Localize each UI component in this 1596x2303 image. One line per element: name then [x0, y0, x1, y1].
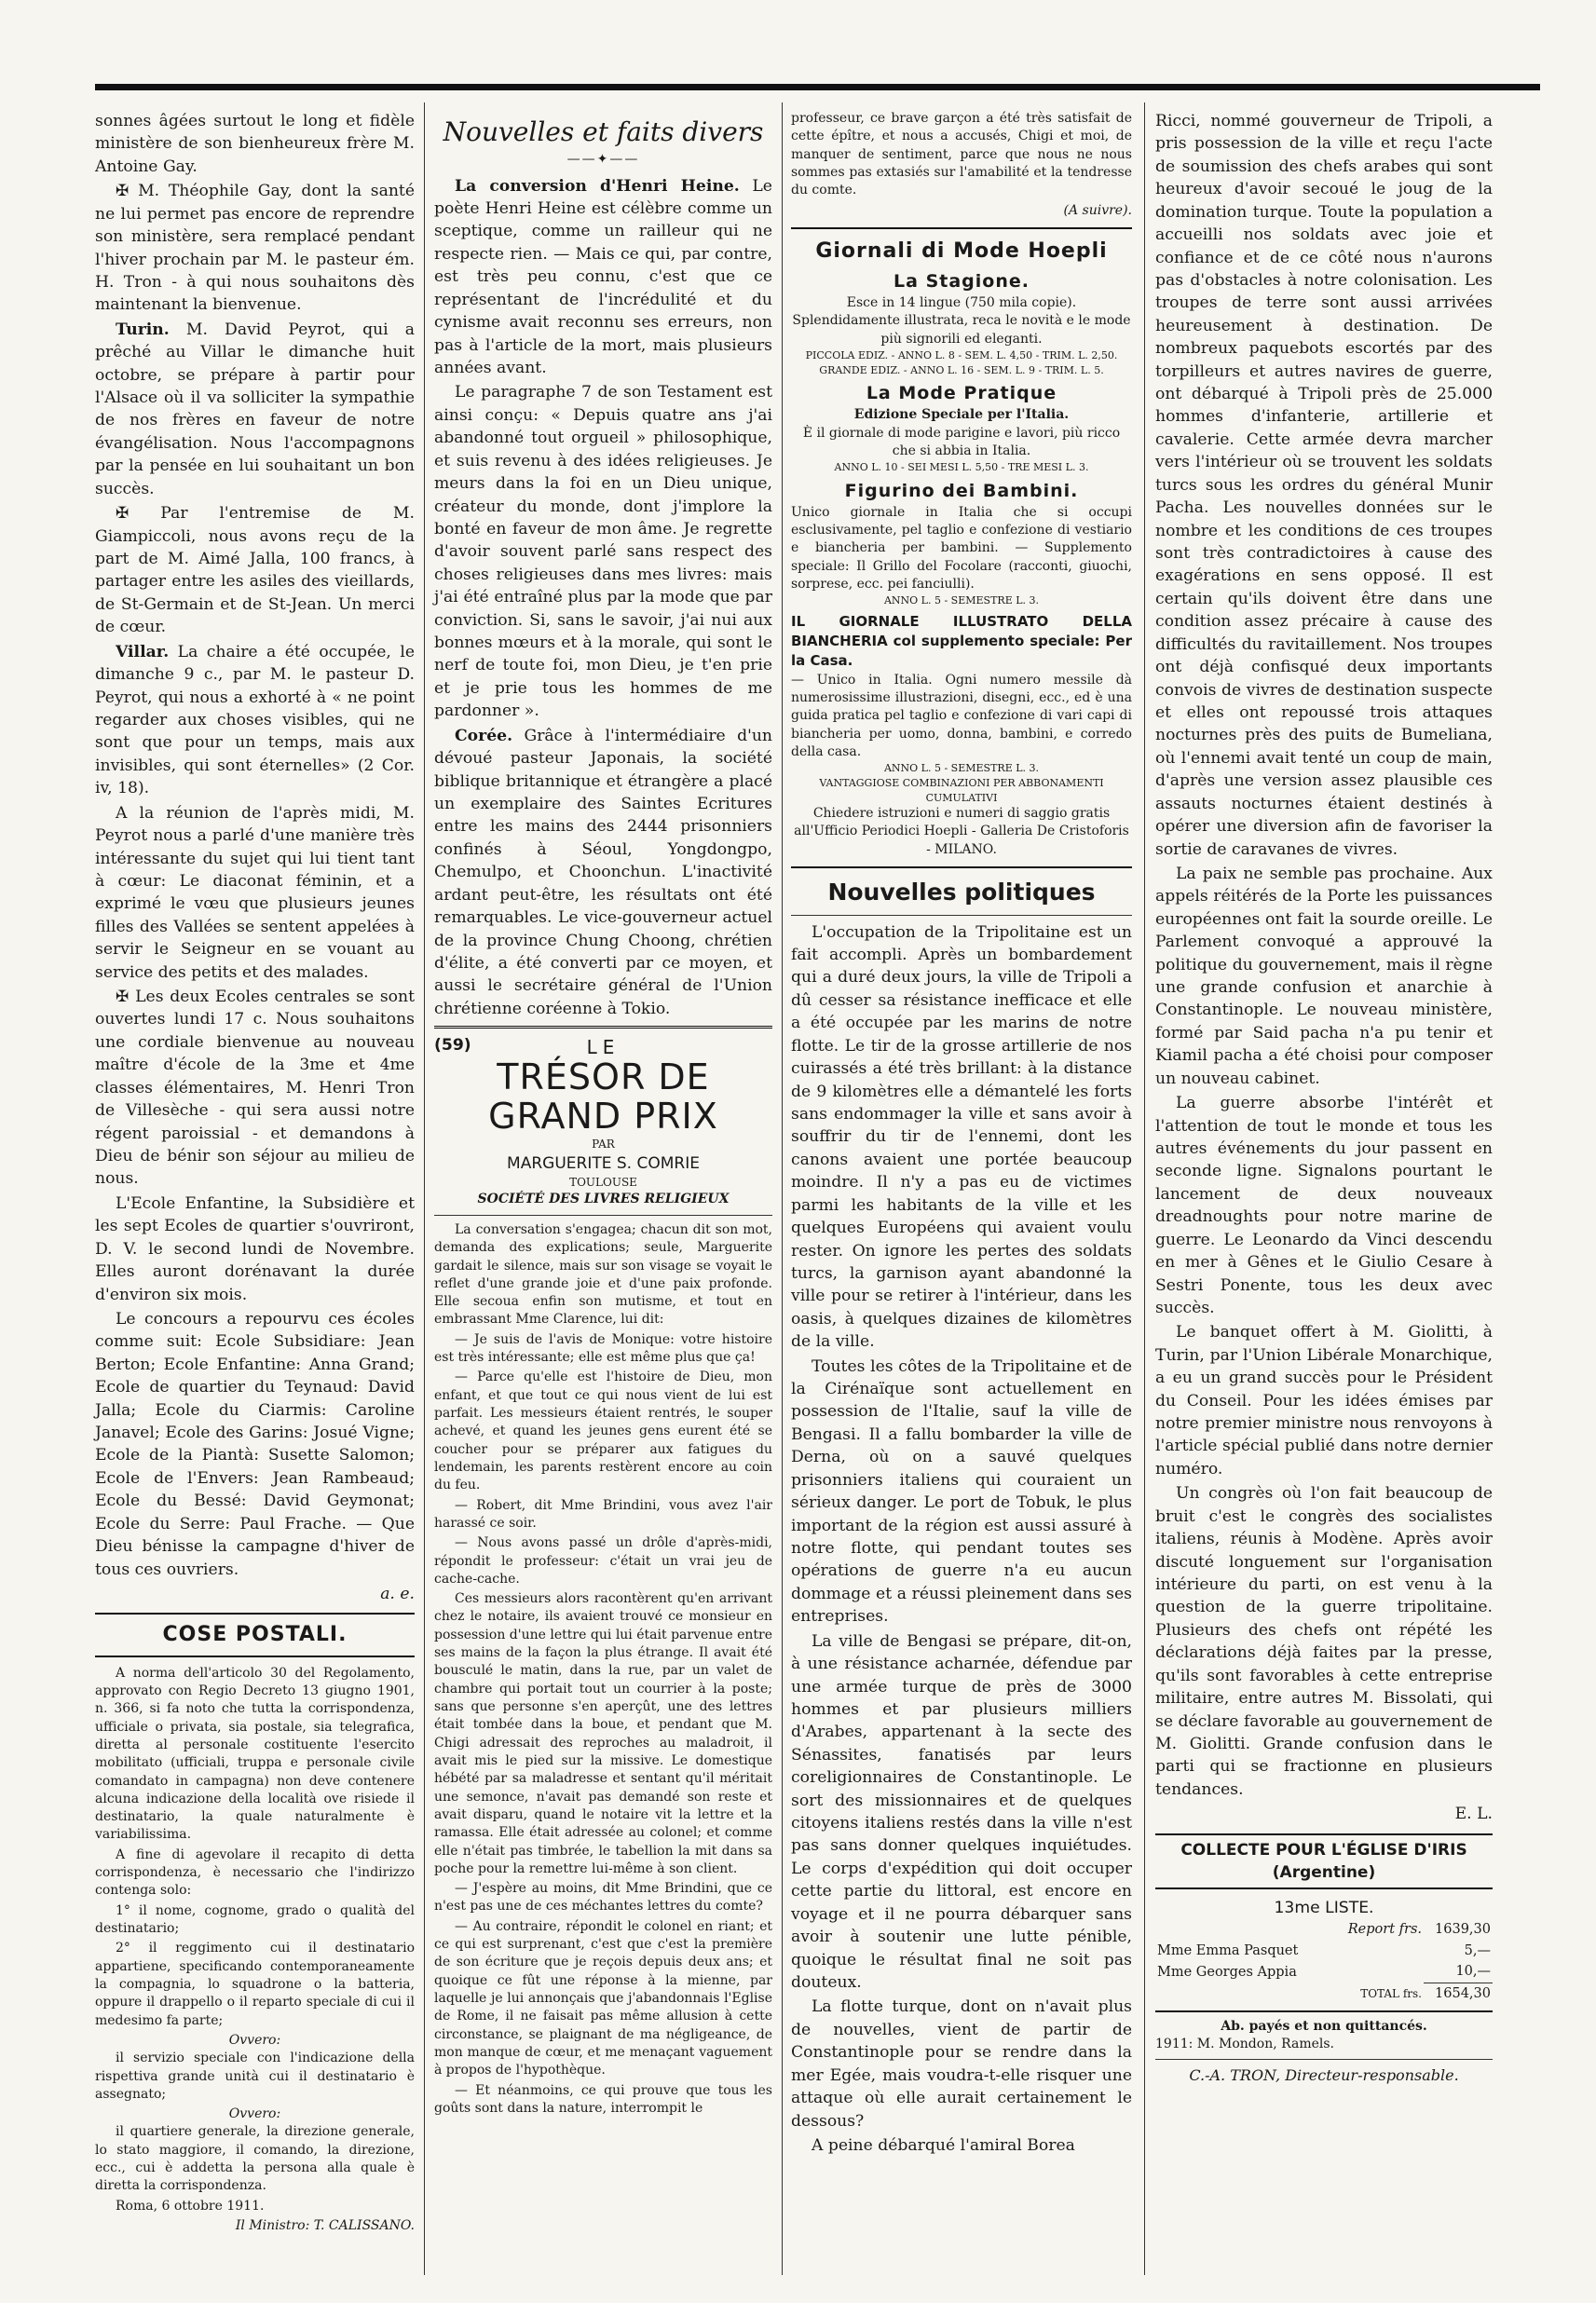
paragraph-text: Grâce à l'intermédiaire d'un dévoué pasteur Japonais, la société biblique britannique et étrangère a placé un exemplaire des Saintes Ecritures entre les mains des 2444 prisonniers confinés à Séoul, Yongdongpo, Chemulpo, et Choonchun. L'inactivité ardant peut-être, les résultats ont été remarquables. Le vice-gouverneur actuel de la province Chung Choong, chrétien d'élite, a été converti par ce moyen, et aussi le secrétaire général de l'Union chrétienne coréenne à Tokio.	[434, 726, 772, 1018]
divider	[1155, 2010, 1493, 2012]
le-label: LE	[586, 1036, 621, 1059]
paragraph: 1° il nome, cognome, grado o qualità del destinatario;	[95, 1902, 415, 1937]
donor-amount: 5,—	[1464, 1942, 1491, 1958]
paragraph: La paix ne semble pas prochaine. Aux appels réitérés de la Porte les puissances européennes ont fait la sourde oreille. Le Parlement convoqué a approuvé la politique du gouvernement, mais il règne une grande confusion et anarchie à Constantinople. Le nouveau ministère, formé par Said pacha n'a pu tenir et Kiamil pacha a été choisi pour composer un nouveau cabinet.	[1155, 864, 1493, 1088]
paragraph-head: Villar.	[116, 642, 170, 661]
paragraph	[95, 319, 415, 500]
column-divider	[424, 102, 425, 2275]
divider	[434, 1215, 772, 1216]
price-line: ANNO L. 10 - SEI MESI L. 5,50 - TRE MESI L. 3.	[834, 461, 1089, 474]
paragraph: A norma dell'articolo 30 del Regolamento, approvato con Regio Decreto 13 giugno 1901, n. 366, si fa noto che tutta la corrispondenza, ufficiale o privata, sia postale, sia telegrafica, diretta al personale costituente l'esercito mobilitato (ufficiali, truppa e personale civile comandato in campagna) non deve contenere alcuna indicazione della località ove risiede il destinatario, la quale naturalmente è variabilissima.	[95, 1665, 415, 1843]
divider	[791, 915, 1132, 916]
publisher: SOCIÉTÉ DES LIVRES RELIGIEUX	[477, 1192, 730, 1207]
paragraph: — Parce qu'elle est l'histoire de Dieu, mon enfant, et que tout ce qui nous vient de lui est parfait. Les messieurs étaient rentrés, le souper achevé, et quand les jeunes gens eurent été se coucher pour se préparer aux fatigues du lendemain, les parents restèrent encore au coin du feu.	[434, 1370, 772, 1493]
ornament: ——✦——	[566, 151, 640, 167]
column-2	[434, 110, 772, 2119]
advert-title: Giornali di Mode Hoepli	[815, 238, 1108, 263]
list-number: 13me LISTE.	[1274, 1898, 1374, 1917]
paragraph: professeur, ce brave garçon a été très satisfait de cette épître, et nous a accusés, Chigi et moi, de manquer de sentiment, parce que nous ne nous sommes pas extasiés sur l'amabilité et la tendresse du comte.	[791, 111, 1132, 198]
paragraph	[95, 641, 415, 800]
section-title: Nouvelles et faits divers	[443, 116, 764, 147]
column-divider	[1144, 102, 1145, 2275]
paragraph-text: La chaire a été occupée, le dimanche 9 c., par M. le pasteur D. Peyrot, qui nous a exhorté à « ne point regarder aux choses visibles, qui ne sont que pour un temps, mais aux invisibles, qui sont éternelles» (2 Cor. iv, 18).	[95, 642, 415, 798]
section-title: COSE POSTALI.	[162, 1623, 348, 1647]
column-1	[95, 110, 415, 2235]
report-value: 1639,30	[1435, 1922, 1491, 1938]
price-line: ANNO L. 5 - SEMESTRE L. 3.	[883, 762, 1040, 775]
advert-text: Unico giornale in Italia che si occupi esclusivamente, pel taglio e confezione di vestiario e biancheria per bambini. — Supplemento speciale: Il Grillo del Focolare (racconti, giuochi, sorprese, ecc. pei fanciulli).	[791, 504, 1132, 592]
paragraph-head: Corée.	[455, 726, 513, 745]
paragraph: La flotte turque, dont on n'avait plus de nouvelles, vient de partir de Constantinople pour se rendre dans la mer Egée, mais voudra-t-elle risquer une attaque où elle aurait certainement le dessous?	[791, 1997, 1132, 2131]
paragraph: ✠ Les deux Ecoles centrales se sont ouvertes lundi 17 c. Nous souhaitons une cordiale bienvenue au nouveau maître d'école de la 3me et 4me classes élémentaires, M. Henri Tron de Villesèche - qui sera aussi notre régent paroissial - et demandons à Dieu de bénir son séjour au milieu de nous.	[95, 988, 415, 1189]
paragraph: Ricci, nommé gouverneur de Tripoli, a pris possession de la ville et reçu l'acte de soumission des chefs arabes qui sont heureux d'avoir secoué le joug de la domination turque. Toute la population a accueilli nos soldats avec joie et confiance et de ce côté nous n'aurons pas d'obstacles à notre colonisation. Les troupes de terre sont aussi arrivées heureusement à destination. De nombreux paquebots escortés par des torpilleurs et autres navires de guerre, ont débarqué à Tripoli près de 25.000 hommes d'infanterie, artillerie et cavalerie. Cette armée devra marcher vers l'intérieur où se trouvent les soldats turcs sous les ordres du général Munir Pacha. Les nouvelles données sur le nombre et les conditions de ces troupes sont très contradictoires à cause des exagérations en sens opposé. Il est certain qu'ils doivent être dans une condition assez précaire à cause des difficultés du ravitaillement. Nos troupes ont déjà confisqué deux importants convois de vivres de destination suspecte et elles ont repoussé trois attaques nocturnes près des puits de Bumeliana, où l'ennemi avait tenté un coup de main, d'après une version assez plausible ces assauts nocturnes étaient destinés à opérer une diversion afin de favoriser la sortie de caravanes de vivres.	[1155, 112, 1493, 859]
cose-postali-body	[95, 1665, 415, 2236]
advert-text: Esce in 14 lingue (750 mila copie). Splendidamente illustrata, reca le novità e le mode più signorili ed eleganti.	[792, 295, 1131, 347]
date: Roma, 6 ottobre 1911.	[116, 2198, 265, 2214]
section-title: Nouvelles politiques	[827, 879, 1096, 906]
by-label: PAR	[592, 1137, 615, 1151]
paragraph: 2° il reggimento cui il destinatario appartiene, specificando contemporaneamente la compagnia, lo squadrone o la batteria, oppure il drappello o il reparto speciale di cui il medesimo fa parte;	[95, 1941, 415, 2028]
paragraph: A fine di agevolare il recapito di detta corrispondenza, è necessario che l'indirizzo contenga solo:	[95, 1846, 415, 1899]
advert-subtitle: Figurino dei Bambini.	[844, 480, 1079, 501]
advert-text: Edizione Speciale per l'Italia.	[853, 407, 1070, 423]
donor-name: Mme Emma Pasquet	[1157, 1942, 1299, 1958]
column-3	[791, 110, 1132, 2159]
donor-name: Mme Georges Appia	[1157, 1964, 1297, 1980]
paragraph: Toutes les côtes de la Tripolitaine et de la Cirénaïque sont actuellement en possession de l'Italie, sauf la ville de Bengasi. Il a fallu bombarder la ville de Derna, où on a sauvé quelques prisonniers italiens qui couraient un sérieux danger. Le port de Tobuk, le plus important de la région est aussi assuré à notre flotte, qui pendant toutes ses opérations de guerre n'a eu aucun dommage et a réussi pleinement dans ses entreprises.	[791, 1356, 1132, 1627]
table-row	[1155, 1941, 1493, 1962]
report-label: Report frs.	[1347, 1922, 1422, 1938]
feuilleton-head	[434, 1034, 772, 1058]
section-title: COLLECTE POUR L'ÉGLISE D'IRIS (Argentine)	[1180, 1840, 1467, 1882]
column-4	[1155, 110, 1493, 2087]
paragraph: L'Ecole Enfantine, la Subsidière et les sept Ecoles de quartier s'ouvriront, D. V. le second lundi de Novembre. Elles auront dorénavant la durée d'environ six mois.	[95, 1193, 415, 1304]
paragraph: La conversation s'engagea; chacun dit son mot, demanda des explications; seule, Marguerite gardait le silence, mais sur son visage se voyait le reflet d'une grande joie et d'une paix profonde. Elle secoua enfin son mutisme, et tout en embrassant Mme Clarence, lui dit:	[434, 1221, 772, 1328]
paragraph: A la réunion de l'après midi, M. Peyrot nous a parlé d'une manière très intéressante du sujet qui lui tient tant à cœur: Le diaconat féminin, et a exprimé le vœu que plusieurs jeunes filles des Vallées se sentent appelées à servir le Seigneur en se vouant au service des petits et des malades.	[95, 803, 415, 982]
paragraph: Ces messieurs alors racontèrent qu'en arrivant chez le notaire, ils avaient trouvé ce monsieur en possession d'une lettre qui lui était parvenue entre ses mains de la façon la plus étrange. Il avait été bousculé le matin, dans la rue, par un valet de chambre qui portait tout un courrier à la poste; sans que personne s'en aperçût, une des lettres était tombée dans la boue, et pendant que M. Chigi adressait des reproches au maladroit, il avait mis le pied sur la missive. Le domestique hébété par sa maladresse et sentant qu'il méritait une semonce, n'avait pas demandé son reste et avait disparu, quand le notaire vit la lettre et la ramassa. Elle était adressée au colonel; et comme elle n'était pas timbrée, le tabellion la mit dans sa poche pour la remettre lui-même à son client.	[434, 1591, 772, 1876]
divider	[434, 1026, 772, 1029]
paragraph-text: Le poète Henri Heine est célèbre comme un sceptique, comme un railleur qui ne respecte rien. — Mais ce qui, par contre, est très peu connu, c'est que ce représentant de l'incrédulité et du cynisme avait reconnu ses erreurs, non pas à l'article de la mort, mais plusieurs années avant.	[434, 176, 772, 377]
signature: a. e.	[380, 1585, 415, 1603]
advert-subtitle: IL GIORNALE ILLUSTRATO DELLA BIANCHERIA col supplemento speciale: Per la Casa.	[791, 612, 1132, 670]
subscriptions-title: Ab. payés et non quittancés.	[1221, 2018, 1427, 2034]
paragraph: Le concours a repourvu ces écoles comme suit: Ecole Subsidiare: Jean Berton; Ecole Enfantine: Anna Grand; Ecole de quartier du Teynaud: David Jalla; Ecole du Ciarmis: Caroline Janavel; Ecole des Garins: Josué Vigne; Ecole de la Piantà: Susette Salomon; Ecole de l'Envers: Jean Rambeaud; Ecole du Bessé: David Geymonat; Ecole du Serre: Paul Frache. — Que Dieu bénisse la campagne d'hiver de tous ces ouvriers.	[95, 1309, 415, 1579]
column-divider	[782, 102, 783, 2275]
paragraph: Le paragraphe 7 de son Testament est ainsi conçu: « Depuis quatre ans j'ai abandonné tout orgueil » philosophique, et suis revenu à des idées religieuses. Je meurs dans la foi en un Dieu unique, créateur du monde, dont j'implore la bonté en faveur de mon âme. Je regrette d'avoir souvent parlé sans respect des choses religieuses dans mes livres: mais j'ai été entraîné plus par la mode que par conviction. Si, sans le savoir, j'ai nui aux bonnes mœurs et à la morale, qui sont le nerf de toute foi, mon Dieu, je t'en prie et je prie tous les hommes de me pardonner ».	[434, 383, 772, 721]
paragraph: La ville de Bengasi se prépare, dit-on, à une résistance acharnée, défendue par une armée turque de près de 3000 hommes et par plusieurs milliers d'Arabes, appartenant à la secte des Sénassites, fanatisés par leurs coreligionnaires de Constantinople. Le sort des missionnaires et de quelques citoyens italiens restés dans la ville n'est pas sans donner quelques inquiétudes. Le corps d'expédition qui doit occuper cette partie du littoral, est encore en voyage et il ne pourra débarquer sans avoir à soutenir une lutte pénible, quoique le résultat final ne soit pas douteux.	[791, 1631, 1132, 1993]
paragraph	[434, 175, 772, 380]
feuilleton-continued	[791, 110, 1132, 220]
paragraph: — Je suis de l'avis de Monique: votre histoire est très intéressante; elle est même plus que ça!	[434, 1331, 772, 1366]
editor-line: C.-A. TRON, Directeur-responsable.	[1189, 2066, 1459, 2085]
paragraph-head: La conversion d'Henri Heine.	[455, 176, 740, 196]
advert-text: — Unico in Italia. Ogni numero messile dà numerosissime illustrazioni, disegni, ecc., ed è una guida pratica pel taglio e confezione di vari capi di biancheria per uomo, donna, bambini, e corredo della casa.	[791, 672, 1132, 760]
feuilleton-body	[434, 1221, 772, 2118]
city: TOULOUSE	[569, 1175, 637, 1189]
paragraph-head: Turin.	[116, 320, 170, 339]
to-be-continued: (A suivre).	[1063, 202, 1132, 218]
price-line: ANNO L. 5 - SEMESTRE L. 3.	[883, 594, 1040, 607]
advert-subtitle: La Stagione.	[893, 271, 1030, 293]
price-line: PICCOLA EDIZ. - ANNO L. 8 - SEM. L. 4,50 - TRIM. L. 2,50.	[805, 349, 1118, 362]
paragraph: Le banquet offert à M. Giolitti, à Turin, par l'Union Libérale Monarchique, a eu un grand succès pour le Président du Conseil. Pour les idées émises par notre premier ministre nous renvoyons à l'article spécial publié dans notre dernier numéro.	[1155, 1323, 1493, 1479]
paragraph: — J'espère au moins, dit Mme Brindini, que ce n'est pas une de ces méchantes lettres du comte?	[434, 1881, 772, 1915]
paragraph: L'occupation de la Tripolitaine est un fait accompli. Après un bombardement qui a duré deux jours, la ville de Tripoli a dû cesser sa résistance inefficace et elle a été occupée par les marins de notre flotte. Le tir de la grosse artillerie de nos cuirassés a été très brillant: à la distance de 9 kilomètres elle a démantelé les forts sans endommager la ville et sans avoir à souffrir du tir de l'ennemi, dont les canons avaient une portée beaucoup moindre. Il n'y a pas eu de victimes parmi les habitants de la ville et les quelques Européens qui avaient voulu rester. On ignore les pertes des soldats turcs, la garnison ayant abandonné la ville pour se retirer à l'intérieur, dans les oasis, à quelques dizaines de kilomètres de la ville.	[791, 922, 1132, 1352]
top-rule	[95, 84, 1540, 90]
paragraph: sonnes âgées surtout le long et fidèle ministère de son bienheureux frère M. Antoine Gay.	[95, 112, 415, 176]
price-line: GRANDE EDIZ. - ANNO L. 16 - SEM. L. 9 - TRIM. L. 5.	[819, 363, 1104, 376]
paragraph: — Et néanmoins, ce qui prouve que tous les goûts sont dans la nature, interrompit le	[434, 2082, 772, 2116]
paragraph: La guerre absorbe l'intérêt et l'attention de tout le monde et tous les autres événements du jour passent en seconde ligne. Signalons pourtant le lancement de deux nouveaux dreadnoughts pour notre marine de guerre. Le Leonardo da Vinci descendu en mer à Gênes et le Giulio Cesare à Sestri Ponente, tous les deux avec succès.	[1155, 1094, 1493, 1317]
price-line: VANTAGGIOSE COMBINAZIONI PER ABBONAMENTI CUMULATIVI	[819, 776, 1104, 804]
paragraph: ✠ Par l'entremise de M. Giampiccoli, nous avons reçu de la part de M. Aimé Jalla, 100 francs, à partager entre les asiles des vieillards, de St-Germain et de St-Jean. Un merci de cœur.	[95, 504, 415, 637]
signature: Il Ministro: T. CALISSANO.	[235, 2218, 415, 2234]
paragraph: il servizio speciale con l'indicazione della rispettiva grande unità cui il destinatario è assegnato;	[95, 2051, 415, 2102]
paragraph: ✠ M. Théophile Gay, dont la santé ne lui permet pas encore de reprendre son ministère, sera remplacé pendant l'hiver prochain par M. le pasteur ém. H. Tron - à qui nous souhaitons dès maintenant la bienvenue.	[95, 182, 415, 315]
paragraph: — Au contraire, répondit le colonel en riant; et ce qui est surprenant, c'est que c'est la première de son écriture que je reçois depuis deux ans; et quoique ce fût une réponse à la mienne, par laquelle je lui annonçais que j'abandonnais l'Eglise de Rome, il ne faisait pas même allusion à cette circonstance, se plaignant de ma négligeance, de mon manque de cœur, et me menaçant vaguement à propos de l'hypothèque.	[434, 1918, 772, 2078]
donation-table	[1155, 1919, 1493, 2004]
feuilleton-title: TRÉSOR DE GRAND PRIX	[488, 1056, 718, 1138]
paragraph	[434, 725, 772, 1020]
advert-subtitle: La Mode Pratique	[866, 383, 1057, 404]
divider	[1155, 2059, 1493, 2060]
table-row	[1155, 1983, 1493, 2005]
hoepli-advert	[791, 227, 1132, 868]
label: Ovvero:	[228, 2106, 281, 2122]
paragraph: il quartiere generale, la direzione generale, lo stato maggiore, il comando, la direzione, ecc., cui è addetta la persona alla quale è diretta la corrispondenza.	[95, 2124, 415, 2194]
signature: E. L.	[1454, 1805, 1493, 1824]
subscriptions-line: 1911: M. Mondon, Ramels.	[1155, 2036, 1335, 2051]
paragraph-text: M. David Peyrot, qui a prêché au Villar le dimanche huit octobre, se prépare à partir pour l'Alsace où il va solliciter la sympathie de nos frères en faveur de notre évangélisation. Nous l'accompagnons par la pensée en lui souhaitant un bon succès.	[95, 320, 415, 498]
label: Ovvero:	[228, 2032, 281, 2048]
paragraph: A peine débarqué l'amiral Borea	[812, 2135, 1075, 2155]
table-row	[1155, 1961, 1493, 1983]
total-value: 1654,30	[1424, 1983, 1493, 2005]
cose-postali-box	[95, 1613, 415, 1656]
author: MARGUERITE S. COMRIE	[507, 1153, 700, 1173]
advert-text: Chiedere istruzioni e numeri di saggio gratis all'Ufficio Periodici Hoepli - Galleria De Cristoforis - MILANO.	[794, 806, 1129, 857]
paragraph: — Robert, dit Mme Brindini, vous avez l'air harassé ce soir.	[434, 1497, 772, 1531]
collecte-box	[1155, 1833, 1493, 1889]
episode-number: (59)	[434, 1036, 471, 1056]
paragraph: — Nous avons passé un drôle d'après-midi, répondit le professeur: c'était un vrai jeu de cache-cache.	[434, 1535, 772, 1587]
donor-amount: 10,—	[1455, 1964, 1491, 1980]
advert-text: È il giornale di mode parigine e lavori, più ricco che si abbia in Italia.	[802, 425, 1121, 458]
table-row	[1155, 1919, 1493, 1941]
total-label: TOTAL frs.	[1360, 1986, 1422, 2000]
paragraph: Un congrès où l'on fait beaucoup de bruit c'est le congrès des socialistes italiens, réunis à Modène. Après avoir discuté longuement sur l'organisation intérieure du parti, on est venu à la question de la guerre tripolitaine. Plusieurs des chefs ont répété les déclarations déjà faites par la presse, qu'ils sont favorables à cette entreprise militaire, entre autres M. Bissolati, qui se déclare favorable au gouvernement de M. Giolitti. Grande confusion dans le parti qui se fractionne en plusieurs tendances.	[1155, 1484, 1493, 1799]
